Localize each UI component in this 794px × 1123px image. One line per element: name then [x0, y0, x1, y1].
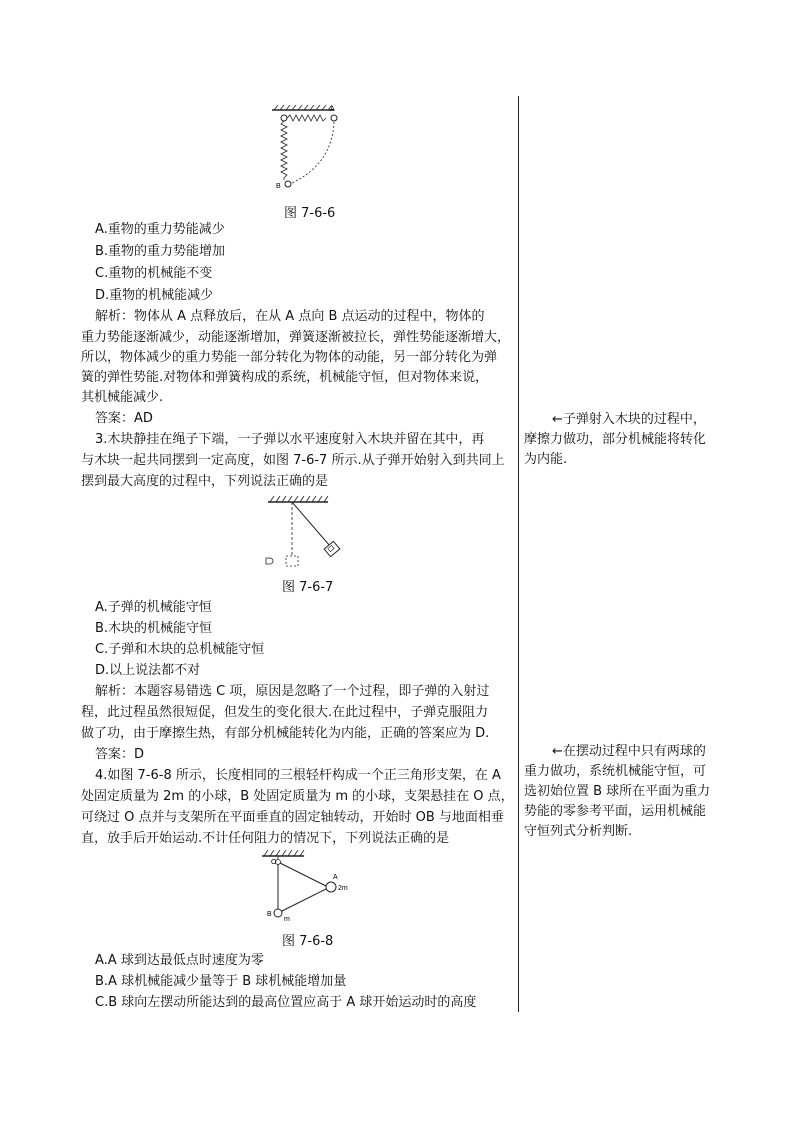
side-note-line: 势能的零参考平面，运用机械能 — [524, 804, 707, 819]
option-c: C.重物的机械能不变 — [95, 266, 213, 281]
question-stem: 4.如图 7-6-8 所示，长度相同的三根轻杆构成一个正三角形支架，在 A — [95, 768, 501, 783]
side-note — [524, 410, 730, 470]
analysis-line: 其机械能减少. — [81, 390, 164, 405]
fig-label-o: O — [271, 859, 277, 866]
answer: 答案：AD — [95, 411, 153, 426]
figure-7-6-8 — [258, 850, 358, 926]
fig-label-2m: 2m — [338, 885, 348, 892]
side-note — [524, 742, 730, 842]
figure-caption: 图 7-6-7 — [282, 580, 334, 595]
analysis-line: 簧的弹性势能.对物体和弹簧构成的系统，机械能守恒，但对物体来说， — [81, 370, 489, 385]
option-c: C.B 球向左摆动所能达到的最高位置应高于 A 球开始运动时的高度 — [95, 995, 477, 1010]
fig-label-b: B — [276, 183, 281, 190]
figure-7-6-7 — [262, 494, 348, 572]
option-c: C.子弹和木块的总机械能守恒 — [95, 642, 265, 657]
side-note-line: 守恒列式分析判断. — [524, 824, 633, 839]
question-stem: 摆到最大高度的过程中，下列说法正确的是 — [81, 474, 329, 489]
option-a: A.A 球到达最低点时速度为零 — [95, 953, 264, 968]
answer: 答案：D — [95, 747, 145, 762]
fig-label-b: B — [267, 911, 272, 918]
fig-label-a: A — [333, 874, 338, 881]
side-note-line: ←子弹射入木块的过程中， — [552, 412, 706, 427]
analysis-line: 解析：本题容易错选 C 项，原因是忽略了一个过程，即子弹的入射过 — [95, 684, 490, 699]
fig-label-a: A — [330, 106, 335, 113]
analysis-line: 程，此过程虽然很短促，但发生的变化很大.在此过程中，子弹克服阻力 — [81, 705, 489, 720]
option-d: D.重物的机械能减少 — [95, 288, 214, 303]
side-note-line: 摩擦力做功，部分机械能将转化 — [524, 432, 707, 447]
option-b: B.A 球机械能减少量等于 B 球机械能增加量 — [95, 974, 347, 989]
analysis-line: 所以，物体减少的重力势能一部分转化为物体的动能，另一部分转化为弹 — [81, 350, 498, 365]
side-note-line: 重力做功，系统机械能守恒，可 — [524, 764, 707, 779]
option-d: D.以上说法都不对 — [95, 663, 201, 678]
question-stem: 3.木块静挂在绳子下端，一子弹以水平速度射入木块并留在其中，再 — [95, 432, 485, 447]
option-a: A.重物的重力势能减少 — [95, 222, 225, 237]
question-stem: 与木块一起共同摆到一定高度，如图 7-6-7 所示.从子弹开始射入到共同上 — [81, 453, 505, 468]
figure-7-6-6 — [268, 104, 348, 192]
side-note-line: ←在摆动过程中只有两球的 — [552, 744, 706, 759]
figure-caption: 图 7-6-8 — [282, 934, 334, 949]
option-b: B.木块的机械能守恒 — [95, 621, 213, 636]
analysis-line: 做了功，由于摩擦生热，有部分机械能转化为内能，正确的答案应为 D. — [81, 726, 490, 741]
analysis-line: 解析：物体从 A 点释放后，在从 A 点向 B 点运动的过程中，物体的 — [95, 309, 485, 324]
side-note-line: 选初始位置 B 球所在平面为重力 — [524, 784, 711, 799]
analysis-line: 重力势能逐渐减少，动能逐渐增加，弹簧逐渐被拉长，弹性势能逐渐增大， — [81, 330, 511, 345]
question-stem: 处固定质量为 2m 的小球，B 处固定质量为 m 的小球，支架悬挂在 O 点， — [81, 789, 514, 804]
question-stem: 直，放手后开始运动.不计任何阻力的情况下，下列说法正确的是 — [81, 831, 450, 846]
column-divider — [518, 96, 519, 1012]
side-note-line: 为内能. — [524, 452, 568, 467]
fig-label-m: m — [284, 916, 290, 923]
figure-caption: 图 7-6-6 — [284, 206, 336, 221]
option-b: B.重物的重力势能增加 — [95, 244, 226, 259]
option-a: A.子弹的机械能守恒 — [95, 600, 212, 615]
question-stem: 可绕过 O 点并与支架所在平面垂直的固定轴转动，开始时 OB 与地面相垂 — [81, 810, 504, 825]
